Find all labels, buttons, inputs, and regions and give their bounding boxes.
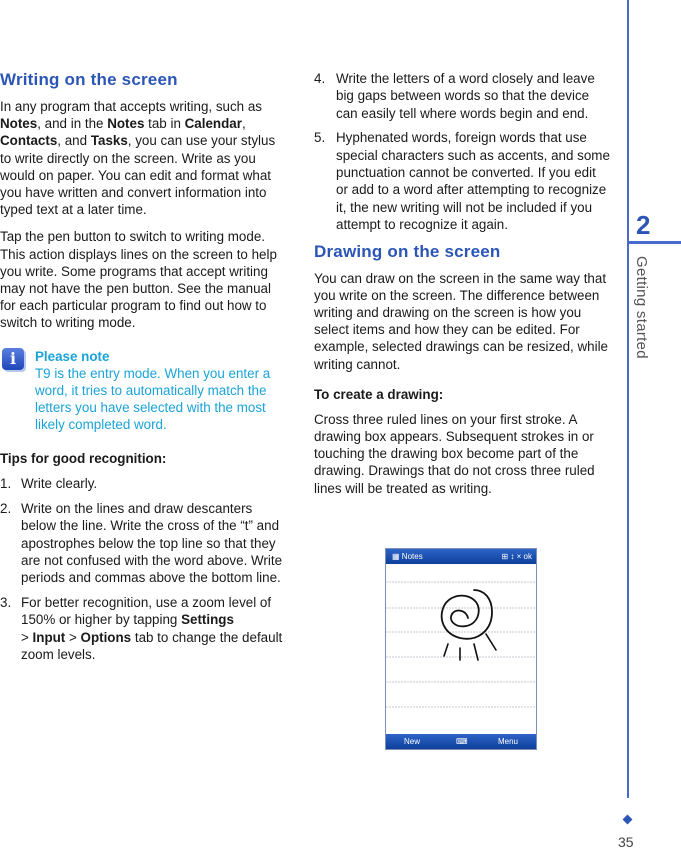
writing-heading: Writing on the screen [0,70,178,89]
list-item: 4. Write the letters of a word closely and leave big gaps between words so that the device can easily tell where words begin and end. [314,71,595,121]
windows-start-icon: ▦ [392,552,400,561]
create-drawing-heading: To create a drawing: [314,386,444,402]
device-screenshot [385,548,537,750]
drawing-heading: Drawing on the screen [314,241,501,261]
device-status-icons: ⊞ ↕ × ok [501,552,532,561]
drawing-paragraph-2: Cross three ruled lines on your first stroke. A drawing box appears. Subsequent strokes in or touching the drawing box become part of the drawing. Drawings that do not cross three ruled lines will be treated as writing. [314,411,595,496]
device-softkey-bar [386,734,536,749]
right-column [314,70,610,507]
left-column [0,70,290,671]
new-softkey[interactable]: New [404,737,421,746]
chapter-number: 2 [636,210,651,240]
writing-paragraph-1: In any program that accepts writing, such as Notes, and in the Notes tab in Calendar, Contacts, and Tasks, you can use your stylus to write directly on the screen. Write as you would on paper. You can edit and format what you have written and convert information into typed text at a later time. [0,99,276,218]
list-item: 1. Write clearly. [0,476,98,492]
writing-paragraph-2: Tap the pen button to switch to writing mode. This action displays lines on the screen to help you write. Some programs that accept writing may not have the pen button. See the manual for each particular program to find out how to switch to writing mode. [0,229,277,331]
side-rule [627,0,629,798]
keyboard-icon[interactable]: ⌨ [456,737,468,746]
device-title: Notes [401,552,423,561]
please-note-box [0,348,290,434]
note-text: T9 is the entry mode. When you enter a word, it tries to automatically match the letters you have selected with the most likely completed word. [35,365,271,433]
diamond-icon [623,815,633,825]
tips-heading: Tips for good recognition: [0,451,167,467]
device-writing-area [386,564,536,734]
chapter-title: Getting started [633,256,650,359]
list-item: 2. Write on the lines and draw descanters below the line. Write the cross of the “t” and apostrophes below the top line so that they are not confused with the word above. Write periods and commas above the bottom line. [0,500,283,586]
chapter-bar [629,241,681,244]
page-number: 35 [618,834,634,849]
tips-list-continued [314,70,610,234]
list-item: 3. For better recognition, use a zoom level of 150% or higher by tapping Settings > Input > Options tab to change the default zoom levels. [0,594,283,663]
list-item: 5. Hyphenated words, foreign words that use special characters such as accents, and some punctuation cannot be converted. If you edit or add to a word after attempting to recognize it, the new writing will not be included if you attempt to recognize it again. [314,130,610,233]
ruled-lines-drawing [386,564,536,734]
drawing-paragraph-1: You can draw on the screen in the same way that you write on the screen. The difference between writing and drawing on the screen is how you select items and how they can be edited. For example, selected drawings can be resized, while writing cannot. [314,270,609,372]
device-title-bar [386,549,536,564]
menu-softkey[interactable]: Menu [497,737,518,746]
info-icon: i [2,348,24,370]
note-title: Please note [35,348,110,364]
tips-list [0,475,290,663]
